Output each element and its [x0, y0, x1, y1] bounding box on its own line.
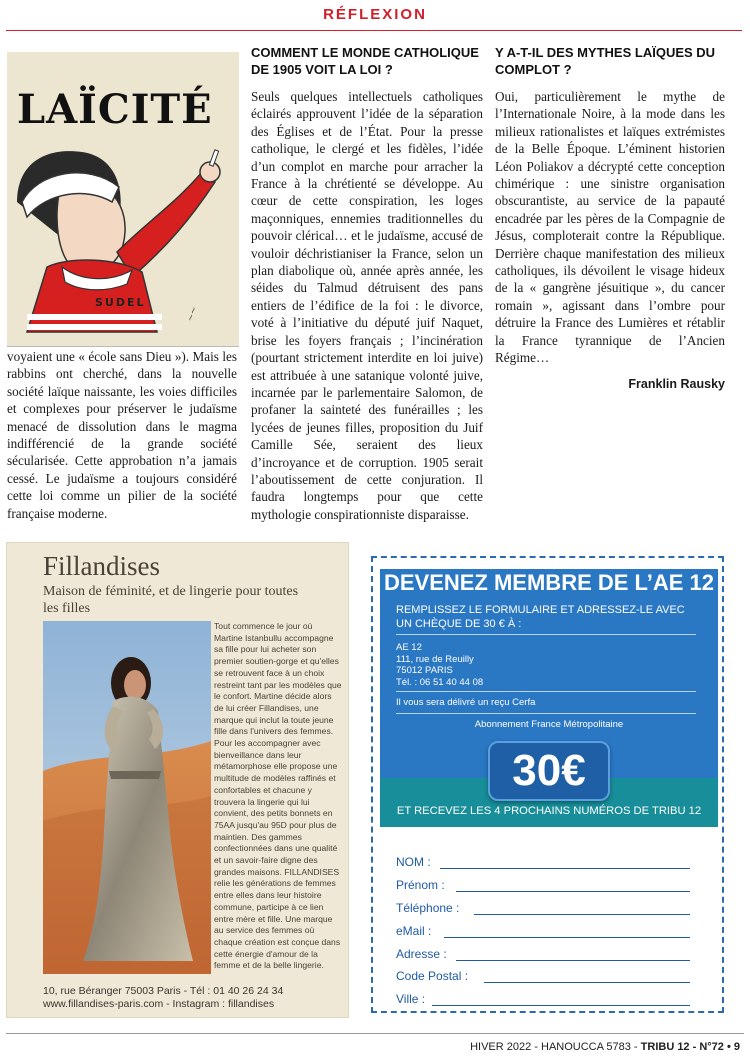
address-field-line[interactable] [456, 960, 690, 961]
postal-code-field-label: Code Postal : [396, 969, 469, 983]
address-field[interactable] [396, 947, 696, 965]
address-line: 111, rue de Reuilly [396, 653, 474, 665]
email-field[interactable] [396, 924, 696, 942]
name-field-line[interactable] [440, 868, 690, 869]
name-field-label: NOM : [396, 855, 431, 869]
middle-column [251, 45, 483, 523]
city-field[interactable] [396, 992, 696, 1010]
first-name-field-label: Prénom : [396, 878, 445, 892]
bottom-divider [6, 1033, 744, 1034]
ad-body-text: Tout commence le jour où Martine Istanbullu accompagne sa fille pour lui acheter son premier soutien-gorge et qu'elles se retrouvent face à un choix restreint tant par les modèles que le confort. Martine décide alors de lui créer Fillandises, une marque qui inclut la toute jeune fille dans l'univers des femmes. Pour les accompagner avec bienveillance dans leur métamorphose elle propose une multitude de modèles raffinés et confortables et chacune y trouvera la lingerie qui lui convient, des petits bonnets en 75AA jusqu'au 95D pour plus de maintien. Des gammes confectionnées dans une qualité et un savoir-faire digne des grandes maisons. FILLANDISES relie les générations de femmes entre elles dans leur histoire commune, participe à ce lien entre mère et fille. Une marque au service des femmes où chaque création est conçue dans cette énergie d'amour de la femme et de la belle lingerie. [214, 621, 342, 971]
footer-issue: HIVER 2022 - HANOUCCA 5783 - [470, 1041, 641, 1053]
poster-title: LAÏCITÉ [17, 86, 213, 133]
form-divider [396, 713, 696, 714]
phone-field-line[interactable] [474, 914, 690, 915]
form-divider [396, 634, 696, 635]
ad-address: 10, rue Béranger 75003 Paris - Tél : 01 40 26 24 34 [43, 985, 284, 997]
footer-magazine: TRIBU 12 - N°72 • 9 [640, 1041, 740, 1053]
phone-field-label: Téléphone : [396, 901, 460, 915]
address-field-label: Adresse : [396, 947, 447, 961]
city-field-line[interactable] [432, 1005, 690, 1006]
city-field-label: Ville : [396, 992, 426, 1006]
subscription-type: Abonnement France Métropolitaine [474, 719, 624, 730]
first-name-field-line[interactable] [456, 891, 690, 892]
page-footer [470, 1041, 740, 1053]
address-line: 75012 PARIS [396, 665, 453, 677]
ad-subtitle: Maison de féminité, et de lingerie pour toutes les filles [43, 584, 299, 616]
article-author: Franklin Rausky [628, 376, 725, 391]
email-field-line[interactable] [444, 937, 690, 938]
ad-photo-woman-in-desert [43, 621, 211, 974]
laicite-poster-image [7, 52, 239, 347]
right-article-text: Oui, particulièrement le mythe de l’Internationale Noire, à la mode dans les milieux rationalistes et laïques extrémistes de la Belle Époque. L’éminent historien Léon Poliakov a décrypté cette conception chimérique : une sinistre organisation obscurantiste, au service de la papauté encadrée par les pères de la Compagnie de Jésus, comploterait contre la République. Derrière chaque manifestation des milieux catholiques, ils dévoilent le visage hideux de la « gangrène jésuitique », du cancer romain », agissant dans l’ombre pour détruire la France des Lumières et rétablir la France tyrannique de l’Ancien Régime… [495, 89, 725, 366]
price-badge: 30€ [488, 741, 610, 801]
subscription-offer: ET RECEVEZ LES 4 PROCHAINS NUMÉROS DE TRIBU 12 [396, 805, 702, 817]
name-field[interactable] [396, 855, 696, 873]
right-article-title: Y A-T-IL DES MYTHES LAÏQUES DU COMPLOT ? [495, 45, 716, 77]
ad-brand-name: Fillandises [43, 551, 161, 581]
membership-address [396, 642, 483, 688]
membership-instructions: REMPLISSEZ LE FORMULAIRE ET ADRESSEZ-LE AVEC UN CHÈQUE DE 30 € À : [396, 604, 685, 630]
postal-code-field-line[interactable] [484, 982, 690, 983]
first-name-field[interactable] [396, 878, 696, 896]
address-line: AE 12 [396, 642, 422, 653]
email-field-label: eMail : [396, 924, 432, 938]
fillandises-advertisement [6, 542, 349, 1018]
cerfa-note: Il vous sera délivré un reçu Cerfa [396, 697, 536, 708]
poster-credit: SUDEL [95, 296, 146, 309]
membership-form-title: DEVENEZ MEMBRE DE L’AE 12 [383, 570, 715, 595]
right-column [495, 45, 725, 391]
form-divider [396, 691, 696, 692]
middle-article-text: Seuls quelques intellectuels catholiques éclairés approuvent l’idée de la séparation des Églises et de l’État. Pour la presse catholique, le clergé et les fidèles, l’idée d’un complot en marche pour arracher la France à la chrétienté se développe. Au cœur de cette conspiration, les loges maçonniques, ennemies traditionnelles du pouvoir clérical… et le judaïsme, accusé de vouloir déchristianiser la France, selon un plan diabolique où, année après année, les séides du Talmud détruisent des pans entiers de l’édifice de la foi : le divorce, voté à l’initiative du député juif Naquet, brise les foyers français ; l’incinération (pourtant strictement interdite en loi juive) est attribuée à une satanique volonté juive, incarnée par le parlementaire Salomon, de profaner la sainteté des funérailles ; les lycées de jeunes filles, proposition du Juif Camille Sée, seraient des lieux d’incroyance et de corruption. 1905 serait l’aboutissement de cette conjuration. Il faudra longtemps pour que cette mythologie conspirationniste disparaisse. [251, 89, 483, 522]
ad-contact [43, 985, 343, 1011]
left-column-text: voyaient une « école sans Dieu »). Mais les rabbins ont cherché, dans la nouvelle société laïque naissante, les voies difficiles et complexes pour préserver le judaïsme menacé de dissolution dans le magma indifférencié de la grande société sécularisée. Cette approbation n’a jamais cessé. Le judaïsme a toujours considéré cette loi comme un pilier de la société française moderne. [7, 349, 237, 521]
phone-field[interactable] [396, 901, 696, 919]
ad-website: www.fillandises-paris.com - Instagram : fillandises [43, 998, 275, 1010]
address-line: Tél. : 06 51 40 44 08 [396, 676, 484, 688]
top-divider [6, 30, 742, 31]
svg-text:~~: ~~ [185, 305, 200, 324]
postal-code-field[interactable] [396, 969, 696, 987]
section-heading: RÉFLEXION [323, 6, 427, 23]
middle-article-title: COMMENT LE MONDE CATHOLIQUE DE 1905 VOIT LA LOI ? [251, 45, 479, 77]
